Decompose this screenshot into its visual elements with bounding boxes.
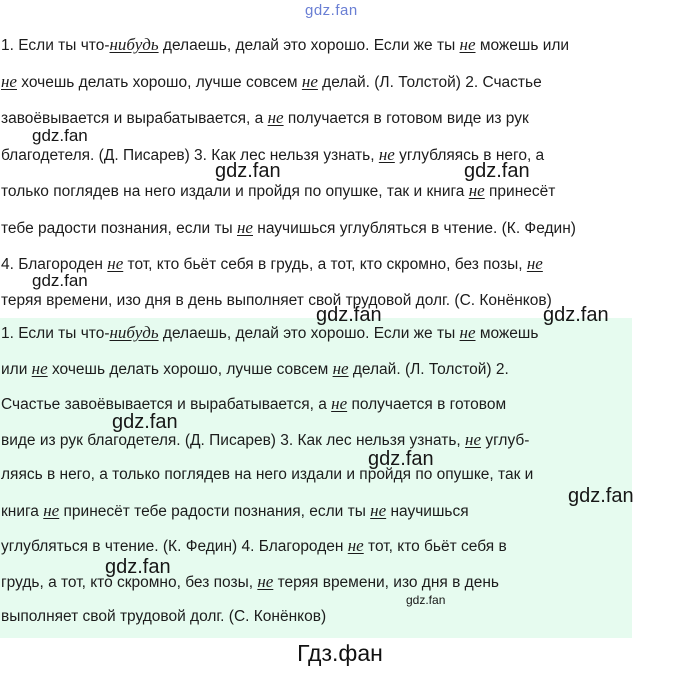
underlined-particle: не — [43, 500, 60, 520]
text-fragment: виде из рук благодетеля. (Д. Писарев) 3. Как лес нельзя узнать, — [1, 431, 466, 449]
text-fragment: углубляться в чтение. (К. Федин) 4. Благороден — [1, 538, 348, 555]
text-fragment: книга — [1, 502, 44, 520]
underlined-particle: не — [370, 500, 387, 520]
watermark: gdz.fan — [368, 448, 434, 470]
underlined-particle: не — [31, 358, 48, 378]
text-fragment: благодетеля. (Д. Писарев) 3. Как лес нельзя узнать, — [1, 146, 379, 164]
text-fragment: получается в готовом — [347, 396, 507, 413]
underlined-particle: нибудь — [109, 323, 159, 342]
underlined-particle: не — [301, 71, 318, 91]
text-fragment: углуб- — [481, 431, 530, 449]
text-fragment: тебе радости познания, если ты — [1, 219, 237, 237]
text-fragment: принесёт — [484, 183, 556, 200]
text-line — [1, 35, 569, 56]
text-fragment: научишься — [386, 502, 469, 520]
underlined-particle: не — [107, 254, 124, 273]
text-fragment: Счастье завоёвывается и вырабатывается, а — [1, 396, 332, 413]
text-fragment: теряя времени, изо дня в день выполняет свой трудовой долг. (С. Конёнков) — [1, 291, 552, 309]
underlined-particle: не — [378, 144, 395, 164]
text-fragment: или — [1, 360, 32, 378]
text-fragment: теряя времени, изо дня в день — [273, 573, 499, 591]
text-line — [1, 394, 506, 415]
text-line — [1, 323, 538, 344]
text-line — [1, 536, 507, 557]
text-line — [1, 465, 533, 485]
footer-title: Гдз.фан — [297, 640, 383, 666]
text-fragment: завоёвывается и вырабатывается, а — [1, 110, 268, 127]
text-fragment: выполняет свой трудовой долг. (С. Конёнков) — [1, 608, 327, 625]
text-fragment: тот, кто бьёт себя в — [363, 538, 507, 555]
watermark: gdz.fan — [406, 593, 446, 607]
text-fragment: научишься углубляться в чтение. (К. Федин) — [252, 219, 576, 237]
text-line — [1, 359, 509, 380]
text-fragment: 1. Если ты что- — [1, 37, 110, 54]
underlined-particle: не — [526, 254, 543, 273]
text-fragment: 4. Благороден — [1, 256, 108, 273]
watermark: gdz.fan — [112, 411, 178, 433]
watermark: gdz.fan — [105, 556, 171, 578]
watermark: gdz.fan — [32, 126, 88, 145]
text-fragment: можешь или — [475, 37, 570, 54]
underlined-particle: не — [257, 571, 274, 591]
text-line — [1, 572, 499, 593]
underlined-particle: не — [459, 323, 476, 342]
text-fragment: углубляясь в него, а — [394, 146, 545, 164]
text-fragment: хочешь делать хорошо, лучше совсем — [16, 73, 302, 91]
underlined-particle: не — [332, 358, 349, 378]
text-fragment: делаешь, делай это хорошо. Если же ты — [158, 37, 460, 54]
underlined-particle: не — [237, 217, 253, 237]
text-fragment: ляясь в него, а только поглядев на него издали и пройдя по опушке, так и — [1, 466, 534, 483]
text-line — [1, 72, 542, 93]
text-fragment: делай. (Л. Толстой) 2. — [348, 360, 509, 378]
text-fragment: хочешь делать хорошо, лучше совсем — [47, 360, 333, 378]
underlined-particle: не — [1, 71, 17, 91]
text-fragment: получается в готовом виде из рук — [283, 110, 529, 127]
text-fragment: принесёт тебе радости познания, если ты — [59, 502, 371, 520]
watermark: gdz.fan — [316, 304, 382, 326]
underlined-particle: не — [468, 181, 485, 200]
header-watermark: gdz.fan — [305, 2, 358, 19]
text-line — [1, 218, 576, 239]
text-fragment: тот, кто бьёт себя в грудь, а тот, кто скромно, без позы, — [123, 256, 527, 273]
underlined-particle: не — [267, 108, 284, 127]
watermark: gdz.fan — [543, 304, 609, 326]
text-fragment: делай. (Л. Толстой) 2. Счастье — [317, 73, 542, 91]
text-fragment: 1. Если ты что- — [1, 325, 110, 342]
watermark: gdz.fan — [464, 160, 530, 182]
watermark: gdz.fan — [215, 160, 281, 182]
text-line — [1, 501, 469, 522]
underlined-particle: не — [459, 35, 476, 54]
underlined-particle: не — [465, 429, 482, 449]
underlined-particle: нибудь — [109, 35, 159, 54]
watermark: gdz.fan — [568, 485, 634, 507]
text-fragment: делаешь, делай это хорошо. Если же ты — [158, 325, 460, 342]
text-line — [1, 430, 529, 451]
text-fragment: можешь — [475, 325, 539, 342]
text-line — [1, 291, 552, 311]
text-line — [1, 181, 555, 202]
text-fragment: грудь, а тот, кто скромно, без позы, — [1, 573, 258, 591]
text-line — [1, 607, 326, 627]
text-fragment: только поглядев на него издали и пройдя по опушке, так и книга — [1, 183, 469, 200]
watermark: gdz.fan — [32, 271, 88, 290]
underlined-particle: не — [347, 536, 364, 555]
underlined-particle: не — [331, 394, 348, 413]
